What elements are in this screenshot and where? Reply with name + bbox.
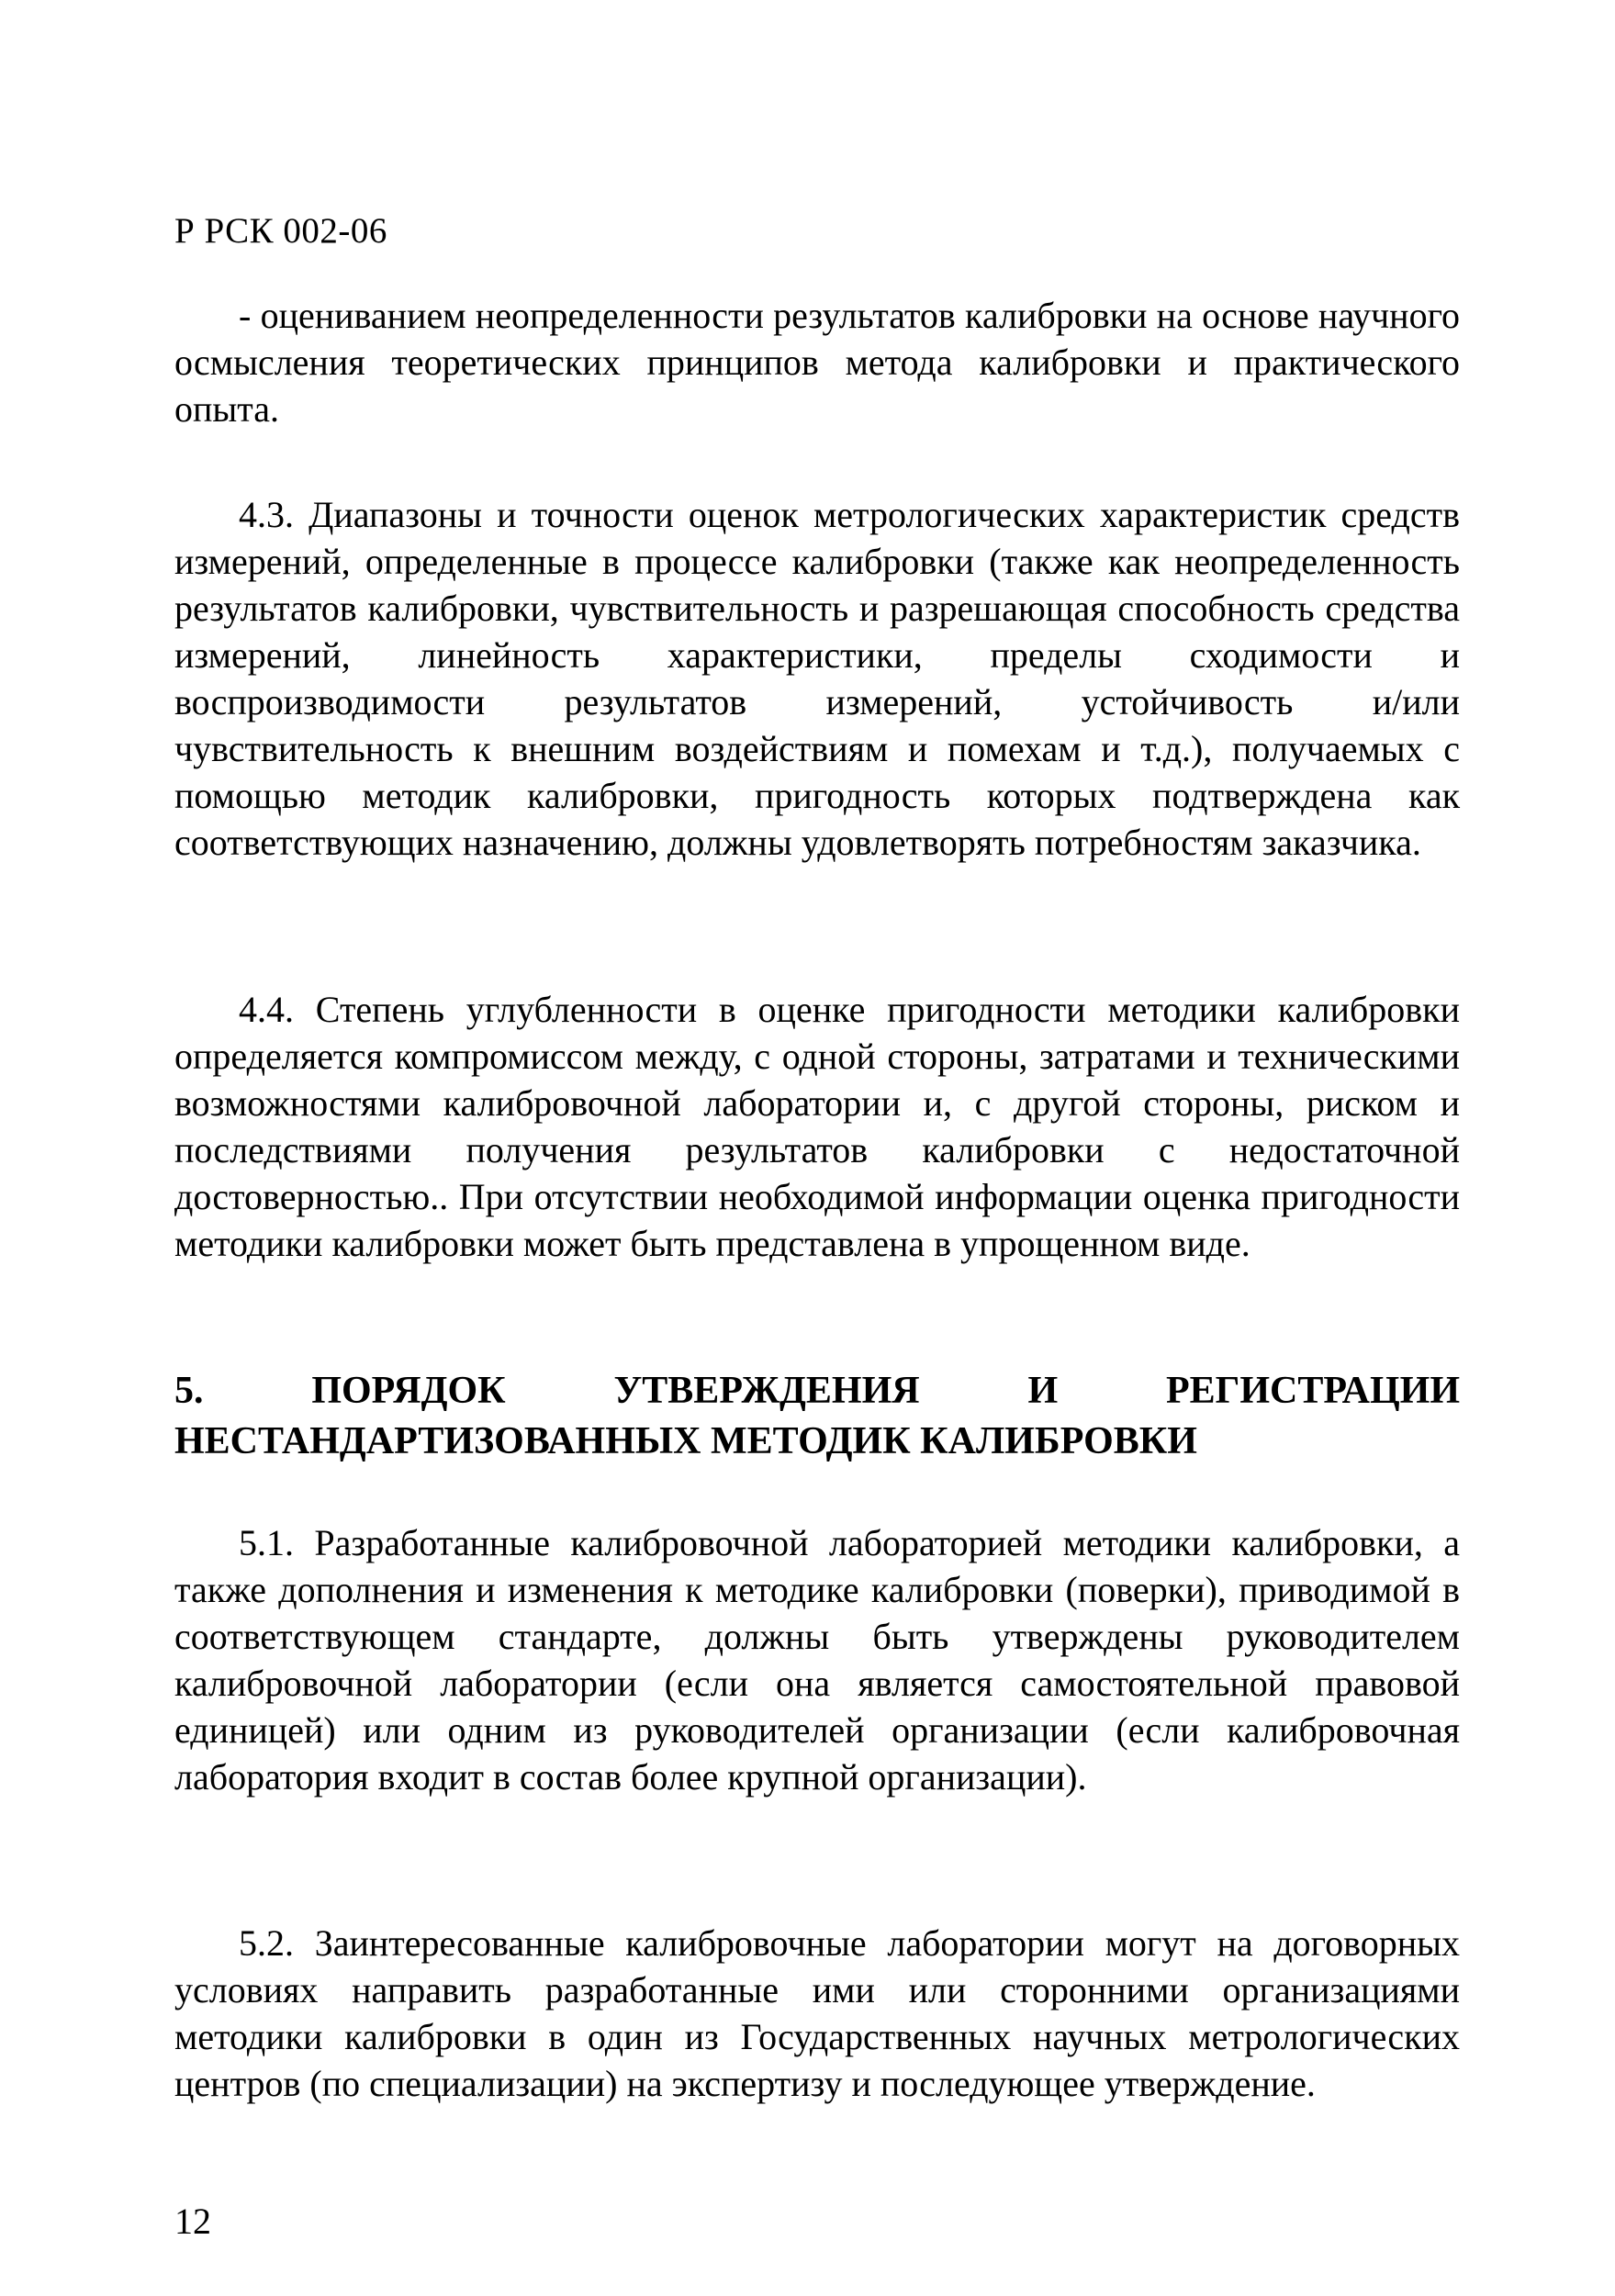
section-5-title-word: РЕГИСТРАЦИИ	[1165, 1370, 1460, 1412]
paragraph-4-3: 4.3. Диапазоны и точности оценок метрологических характеристик средств измерений, определенные в процессе калибровки (также как неопределенность результатов калибровки, чувствительность и разрешающая способность средства измерений, линейность характеристики, пределы сходимости и воспроизводимости результатов измерений, устойчивость и/или чувствительность к внешним воздействиям и помехам и т.д.), получаемых с помощью методик калибровки, пригодность которых подтверждена как соответствующих назначению, должны удовлетворять потребностям заказчика.	[174, 494, 1460, 863]
section-5-heading	[174, 1366, 1460, 1467]
document-code-header: Р РСК 002-06	[174, 211, 387, 251]
intro-paragraph-block	[174, 292, 1460, 432]
paragraph-5-2: 5.2. Заинтересованные калибровочные лаборатории могут на договорных условиях направить разработанные ими или сторонними организациями методики калибровки в один из Государственных научных метрологических центров (по специализации) на экспертизу и последующее утверждение.	[174, 1922, 1460, 2104]
section-5-title-word: УТВЕРЖДЕНИЯ	[613, 1370, 920, 1412]
paragraph-4-4: 4.4. Степень углубленности в оценке пригодности методики калибровки определяется компромиссом между, с одной стороны, затратами и техническими возможностями калибровочной лаборатории и, с другой стороны, риском и последствиями получения результатов калибровки с недостаточной достоверностью.. При отсутствии необходимой информации оценка пригодности методики калибровки может быть представлена в упрощенном виде.	[174, 989, 1460, 1264]
paragraph-5-1-block	[174, 1519, 1460, 1800]
paragraph-4-4-block	[174, 986, 1460, 1267]
section-5-title-word: И	[1027, 1370, 1059, 1412]
page-number: 12	[174, 2201, 211, 2242]
section-5-number: 5.	[174, 1370, 204, 1412]
intro-paragraph: - оцениванием неопределенности результатов калибровки на основе научного осмысления теоретических принципов метода калибровки и практического опыта.	[174, 295, 1460, 430]
paragraph-5-2-block	[174, 1920, 1460, 2107]
section-5-heading-line2: НЕСТАНДАРТИЗОВАННЫХ МЕТОДИК КАЛИБРОВКИ	[174, 1420, 1197, 1462]
section-5-heading-line1	[174, 1366, 1460, 1417]
paragraph-4-3-block	[174, 491, 1460, 866]
paragraph-5-1: 5.1. Разработанные калибровочной лабораторией методики калибровки, а также дополнения и изменения к методике калибровки (поверки), приводимой в соответствующем стандарте, должны быть утверждены руководителем калибровочной лаборатории (если она является самостоятельной правовой единицей) или одним из руководителей организации (если калибровочная лаборатория входит в состав более крупной организации).	[174, 1522, 1460, 1798]
section-5-title-word: ПОРЯДОК	[311, 1370, 506, 1412]
